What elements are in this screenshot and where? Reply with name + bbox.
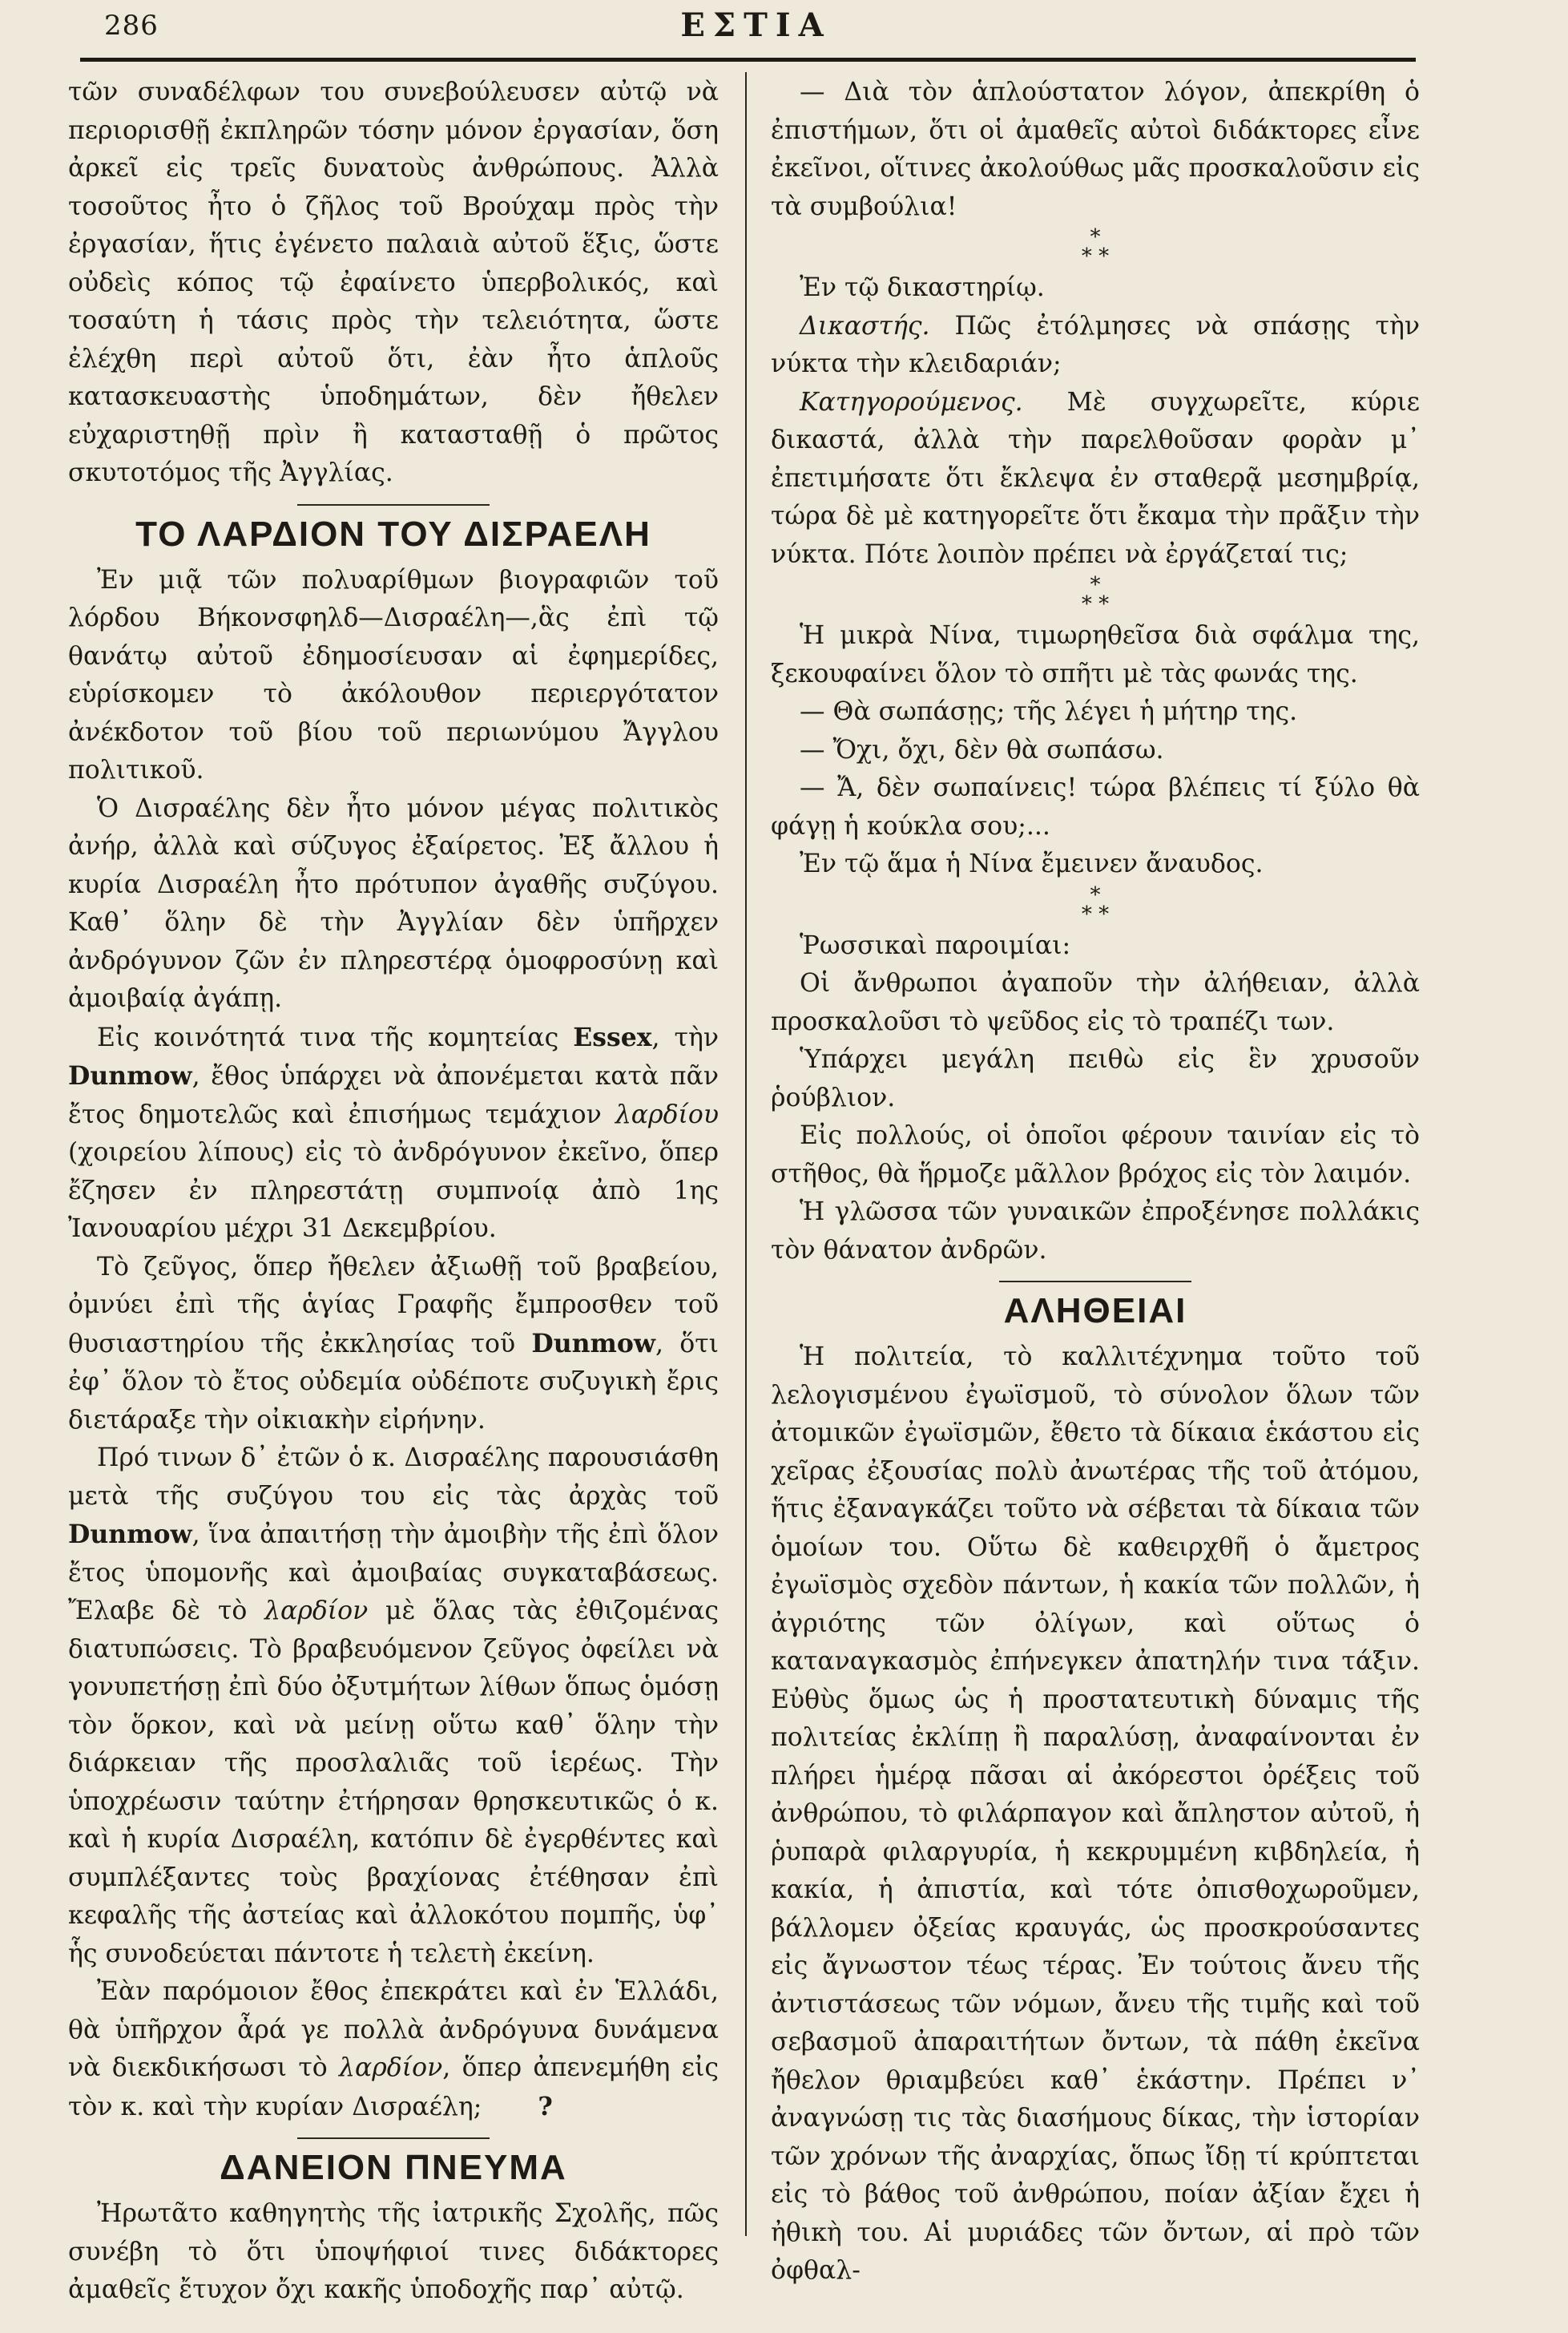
article-title-aletheiai: ΑΛΗΘΕΙΑΙ [1003, 1291, 1187, 1330]
proverb: Εἰς πολλούς, οἱ ὁποῖοι φέρουν ταινίαν εἰς τὸ στῆθος, θὰ ἥρμοζε μᾶλλον βρόχος εἰς τὸν λαιμόν. [771, 1121, 1420, 1189]
article-title-daneion: ΔΑΝΕΙΟΝ ΠΝΕΥΜΑ [220, 2148, 567, 2187]
column-divider [745, 72, 747, 2236]
proverb: Ὑπάρχει μεγάλη πειθὼ εἰς ἓν χρυσοῦν ῥούβλιον. [771, 1045, 1420, 1112]
place-name-essex: Essex [573, 1022, 652, 1052]
text-run: , ἔθος ὑπάρχει νὰ ἀπονέμεται κατὰ πᾶν ἔτος δημοτελῶς καὶ ἐπισήμως τεμάχιον [68, 1062, 719, 1129]
article-paragraph [68, 1249, 719, 1440]
text-run: , ὅπερ ἀπενεμήθη εἰς τὸν κ. καὶ τὴν κυρίαν Δισραέλη; [68, 2053, 719, 2121]
masthead: ΕΣΤΙΑ [680, 6, 832, 44]
place-name-dunmow: Dunmow [68, 1061, 192, 1091]
text-run: Μὲ συγχωρεῖτε, κύριε δικαστά, ἀλλὰ τὴν παρελθοῦσαν φορὰν μ᾽ ἐπετιμήσατε ὅτι ἔκλεψα ἐν σταθερᾷ μεσημβρίᾳ, τώρα δὲ μὲ κατηγορεῖτε ὅτι ἔκαμα τὴν πρᾶξιν τὴν νύκτα. Πότε λοιπὸν πρέπει νὰ ἐργάζεταί τις; [771, 387, 1420, 569]
article-title-lardion: ΤΟ ΛΑΡΔΙΟΝ ΤΟΥ ΔΙΣΡΑΕΛΗ [135, 514, 651, 554]
article-paragraph: — Διὰ τὸν ἁπλούστατον λόγον, ἀπεκρίθη ὁ ἐπιστήμων, ὅτι οἱ ἀμαθεῖς αὐτοὶ διδάκτορες εἶνε ἐκεῖνοι, οἵτινες ἀκολούθως μᾶς προσκαλοῦσιν εἰς τὰ συμβούλια! [771, 78, 1420, 221]
article-paragraph: Ἐν μιᾷ τῶν πολυαρίθμων βιογραφιῶν τοῦ λόρδου Βήκονσφηλδ—Δισραέλη—,ἃς ἐπὶ τῷ θανάτῳ αὐτοῦ ἐδημοσίευσαν αἱ ἐφημερίδες, εὑρίσκομεν τὸ ἀκόλουθον περιεργότατον ἀνέκδοτον τοῦ βίου τοῦ περιωνύμου Ἄγγλου πολιτικοῦ. [68, 565, 719, 785]
article-paragraph [68, 1439, 719, 1973]
article-paragraph: Ἠρωτᾶτο καθηγητὴς τῆς ἰατρικῆς Σχολῆς, πῶς συνέβη τὸ ὅτι ὑποψήφιοί τινες διδάκτορες ἀμαθεῖς ἔτυχον ὄχι κακῆς ὑποδοχῆς παρ᾽ αὐτῷ. [68, 2199, 719, 2304]
dialogue-line: — Θὰ σωπάσῃς; τῆς λέγει ἡ μήτηρ της. [800, 697, 1298, 726]
article-paragraph: Ῥωσσικαὶ παροιμίαι: [800, 930, 1071, 960]
section-rule [999, 1281, 1191, 1282]
asterism: * * * [1081, 573, 1110, 616]
asterism: * * * [1081, 225, 1110, 268]
article-paragraph: Ἐν τῷ ἅμα ἡ Νίνα ἔμεινεν ἄναυδος. [800, 850, 1264, 878]
italic-word-lardion: λαρδίον [339, 2053, 443, 2082]
dialogue-line [771, 384, 1420, 575]
section-rule [297, 2137, 490, 2139]
continued-paragraph: τῶν συναδέλφων του συνεβούλευσεν αὐτῷ νὰ περιορισθῇ ἐκπληρῶν τόσην μόνον ἐργασίαν, ὅση ἀρκεῖ εἰς τρεῖς δυνατοὺς ἀνθρώπους. Ἀλλὰ τοσοῦτος ἦτο ὁ ζῆλος τοῦ Βρούχαμ πρὸς τὴν ἐργασίαν, ἥτις ἐγένετο παλαιὰ αὐτοῦ ἕξις, ὥστε οὐδεὶς κόπος τῷ ἐφαίνετο ὑπερβολικός, καὶ τοσαύτη ἡ τάσις πρὸς τὴν τελειότητα, ὥστε ἐλέχθη περὶ αὐτοῦ ὅτι, ἐὰν ἦτο ἁπλοῦς κατασκευαστὴς ὑποδημάτων, δὲν ἤθελεν εὐχαριστηθῇ πρὶν ἢ κατασταθῇ ὁ πρῶτος σκυτοτόμος τῆς Ἀγγλίας. [68, 78, 719, 487]
text-run: Τὸ ζεῦγος, ὅπερ ἤθελεν ἀξιωθῇ τοῦ βραβείου, ὀμνύει ἐπὶ τῆς ἁγίας Γραφῆς ἔμπροσθεν τοῦ θυσιαστηρίου τῆς ἐκκλησίας τοῦ [68, 1252, 719, 1358]
text-run: , τὴν [651, 1023, 720, 1052]
article-paragraph [68, 1019, 719, 1249]
question-mark: ? [538, 2091, 553, 2121]
page-number: 286 [104, 10, 159, 42]
article-paragraph: Ἡ πολιτεία, τὸ καλλιτέχνημα τοῦτο τοῦ λελογισμένου ἐγωϊσμοῦ, τὸ σύνολον ὅλων τῶν ἀτομικῶν ἐγωϊσμῶν, ἔθετο τὰ δίκαια ἑκάστου εἰς χεῖρας ἐξουσίας πολὺ ἀνωτέρας τῆς τοῦ ἀτόμου, ἥτις ἐξαναγκάζει τοῦτο νὰ σέβεται τὰ δίκαια τῶν ὁμοίων του. Οὕτω δὲ καθειρχθῆ ὁ ἄμετρος ἐγωϊσμὸς σχεδὸν πάντων, ἡ κακία τῶν πολλῶν, ἡ ἀγριότης τῶν ὀλίγων, καὶ οὕτως ὁ καταναγκασμὸς ἐπήνεγκεν ἀπατηλήν τινα τάξιν. Εὐθὺς ὅμως ὡς ἡ προστατευτικὴ δύναμις τῆς πολιτείας ἐκλίπῃ ἢ παραλύσῃ, ἀναφαίνονται ἐν πλήρει ἡμέρᾳ πᾶσαι αἱ ἀκόρεστοι ὀρέξεις τοῦ ἀνθρώπου, τὸ φιλάρπαγον καὶ ἄπληστον αὐτοῦ, ἡ ῥυπαρὰ φιλαργυρία, ἡ κεκρυμμένη κιβδηλεία, ἡ κακία, ἡ ἀπιστία, καὶ τότε ὀπισθοχωροῦμεν, βάλλομεν ὀξείας κραυγάς, ὡς προσκρούσαντες εἰς ἄγνωστον τέως τέρας. Ἐν τούτοις ἄνευ τῆς ἀντιστάσεως τῶν νόμων, ἄνευ τῆς τιμῆς καὶ τοῦ σεβασμοῦ ἀπαραιτήτων ὄντων, τὰ πάθη ἐκεῖνα ἤθελον θριαμβεύει καθ᾽ ἑκάστην. Πρέπει ν᾽ ἀναγνώσῃ τις τὰς διασήμους δίκας, τὴν ἱστορίαν τῶν χρόνων τῆς ἀναρχίας, ὅπως ἴδῃ τί κρύπτεται εἰς τὸ βάθος τοῦ ἀνθρώπου, ποίαν ἀξίαν ἔχει ἡ ἠθικὴ του. Αἱ μυριάδες τῶν ὄντων, αἱ πρὸ τῶν ὀφθαλ- [771, 1342, 1420, 2285]
header-rule [80, 58, 1416, 62]
asterism: * * * [1081, 882, 1110, 926]
proverb: Οἱ ἄνθρωποι ἀγαποῦν τὴν ἀλήθειαν, ἀλλὰ προσκαλοῦσι τὸ ψεῦδος εἰς τὸ τραπέζι των. [771, 969, 1420, 1036]
article-paragraph: Ἐν τῷ δικαστηρίῳ. [800, 273, 1045, 302]
text-run: Εἰς κοινότητά τινα τῆς κομητείας [97, 1023, 574, 1052]
speaker-accused: Κατηγορούμενος. [800, 387, 1023, 417]
italic-word-lardion: λαρδίον [264, 1596, 369, 1625]
page-header [96, 6, 1416, 45]
section-rule [297, 504, 490, 506]
article-paragraph: Ὁ Δισραέλης δὲν ἦτο μόνον μέγας πολιτικὸς ἀνήρ, ἀλλὰ καὶ σύζυγος ἐξαίρετος. Ἐξ ἄλλου ἡ κυρία Δισραέλη ἦτο πρότυπον ἀγαθῆς συζύγου. Καθ᾽ ὅλην δὲ τὴν Ἀγγλίαν δὲν ὑπῆρχεν ἀνδρόγυνον ζῶν ἐν πληρεστέρᾳ ὁμοφροσύνῃ καὶ ἀμοιβαίᾳ ἀγάπῃ. [68, 793, 719, 1013]
speaker-judge: Δικαστής. [800, 311, 930, 341]
right-column [771, 74, 1420, 2291]
text-run: μὲ ὅλας τὰς ἐθιζομένας διατυπώσεις. Τὸ βραβευόμενον ζεῦγος ὀφείλει νὰ γονυπετήσῃ ἐπὶ δύο ὀξυτμήτων λίθων ὅπως ὁμόσῃ τὸν ὅρκον, καὶ νὰ μείνῃ οὕτω καθ᾽ ὅλην τὴν διάρκειαν τῆς προσλαλιᾶς τοῦ ἱερέως. Τὴν ὑποχρέωσιν ταύτην ἐτήρησαν θρησκευτικῶς ὁ κ. καὶ ἡ κυρία Δισραέλη, κατόπιν δὲ ἐγερθέντες καὶ συμπλέξαντες τοὺς βραχίονας ἐτέθησαν ἐπὶ κεφαλῆς τῆς ἀστείας καὶ ἀλλοκότου πομπῆς, ὑφ᾽ ἧς συνοδεύεται πάντοτε ἡ τελετὴ ἐκείνη. [68, 1596, 719, 1968]
text-run: (χοιρείου λίπους) εἰς τὸ ἀνδρόγυνον ἐκεῖνο, ὅπερ ἔζησεν ἐν πληρεστάτῃ συμπνοίᾳ ἀπὸ 1ης Ἰανουαρίου μέχρι 31 Δεκεμβρίου. [68, 1138, 719, 1243]
left-column [68, 74, 719, 2310]
text-run: , ὅτι ἐφ᾽ ὅλον τὸ ἔτος οὐδεμία οὐδέποτε συζυγικὴ ἔρις διετάραξε τὴν οἰκιακὴν εἰρήνην. [68, 1329, 719, 1435]
text-run: Πρό τινων δ᾽ ἐτῶν ὁ κ. Δισραέλης παρουσιάσθη μετὰ τῆς συζύγου του εἰς τὰς ἀρχὰς τοῦ [68, 1443, 719, 1511]
italic-word-lardiou: λαρδίου [615, 1100, 719, 1129]
dialogue-line: — Ὄχι, ὄχι, δὲν θὰ σωπάσω. [800, 735, 1164, 765]
text-run: , ἵνα ἀπαιτήσῃ τὴν ἀμοιβὴν τῆς ἐπὶ ὅλον ἔτος ὑπομονῆς καὶ ἀμοιβαίας συγκαταβάσεως. Ἔλαβε δὲ τὸ [68, 1520, 719, 1625]
place-name-dunmow: Dunmow [531, 1328, 655, 1358]
article-paragraph: Ἡ μικρὰ Νίνα, τιμωρηθεῖσα διὰ σφάλμα της, ξεκουφαίνει ὅλον τὸ σπῆτι μὲ τὰς φωνάς της. [771, 621, 1420, 688]
proverb: Ἡ γλῶσσα τῶν γυναικῶν ἐπροξένησε πολλάκις τὸν θάνατον ἀνδρῶν. [771, 1197, 1420, 1265]
text-run: Πῶς ἐτόλμησες νὰ σπάσῃς τὴν νύκτα τὴν κλειδαριάν; [771, 311, 1420, 378]
article-paragraph [68, 1973, 719, 2126]
place-name-dunmow: Dunmow [68, 1520, 192, 1549]
dialogue-line [771, 308, 1420, 384]
text-run: Ἐὰν παρόμοιον ἔθος ἐπεκράτει καὶ ἐν Ἑλλάδι, θὰ ὑπῆρχον ἆρά γε πολλὰ ἀνδρόγυνα δυνάμενα νὰ διεκδικήσωσι τὸ [68, 1977, 719, 2082]
dialogue-line: — Ἄ, δὲν σωπαίνεις! τώρα βλέπεις τί ξύλο θὰ φάγῃ ἡ κούκλα σου;... [771, 773, 1420, 841]
